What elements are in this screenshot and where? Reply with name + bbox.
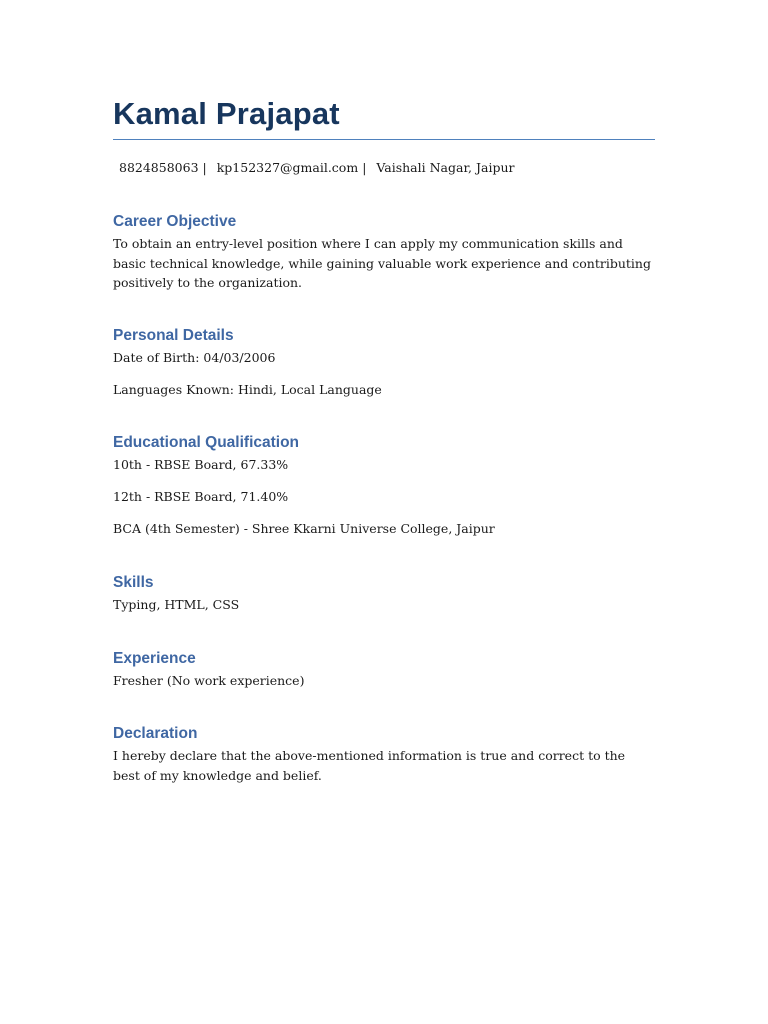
- section-heading: Experience: [113, 650, 196, 667]
- education-item-12th: 12th - RBSE Board, 71.40%: [113, 489, 289, 504]
- email-address: kp152327@gmail.com: [216, 160, 359, 175]
- section-heading: Career Objective: [113, 213, 237, 230]
- declaration-text: I hereby declare that the above-mentioned information is true and correct to the best of my knowledge and belief.: [113, 748, 626, 783]
- languages-known: Languages Known: Hindi, Local Language: [113, 382, 382, 397]
- candidate-name: Kamal Prajapat: [113, 96, 340, 131]
- education-item-bca: BCA (4th Semester) - Shree Kkarni Universe College, Jaipur: [113, 521, 495, 536]
- phone-number: 8824858063: [119, 160, 199, 175]
- section-heading: Educational Qualification: [113, 434, 300, 451]
- section-experience: [113, 649, 655, 690]
- section-heading: Skills: [113, 574, 154, 591]
- header-divider: [113, 139, 655, 140]
- skills-text: Typing, HTML, CSS: [113, 597, 240, 612]
- section-personal-details: [113, 326, 655, 399]
- section-heading: Declaration: [113, 725, 198, 742]
- section-education: [113, 433, 655, 538]
- contact-line: [113, 159, 655, 177]
- resume-page: [113, 96, 655, 783]
- section-career-objective: [113, 212, 655, 293]
- section-declaration: [113, 724, 655, 785]
- contact-separator: |: [362, 160, 367, 175]
- contact-separator: |: [202, 160, 207, 175]
- experience-text: Fresher (No work experience): [113, 673, 305, 688]
- location-text: Vaishali Nagar, Jaipur: [376, 160, 515, 175]
- section-heading: Personal Details: [113, 327, 234, 344]
- objective-text: To obtain an entry-level position where I can apply my communication skills and basic technical knowledge, while gaining valuable work experience and contributing positively to the organization.: [113, 236, 651, 290]
- date-of-birth: Date of Birth: 04/03/2006: [113, 350, 276, 365]
- section-skills: [113, 573, 655, 614]
- education-item-10th: 10th - RBSE Board, 67.33%: [113, 457, 289, 472]
